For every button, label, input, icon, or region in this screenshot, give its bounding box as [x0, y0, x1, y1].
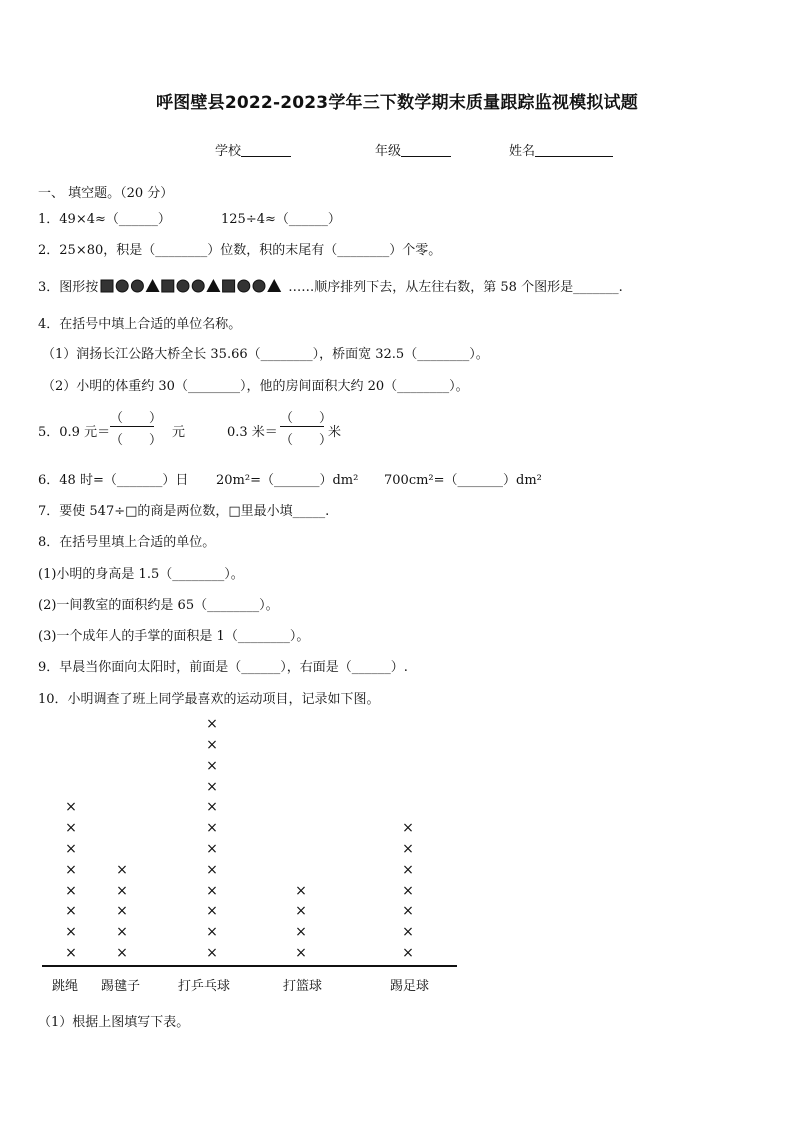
tally-mark: × — [116, 945, 128, 961]
tally-mark: × — [206, 882, 218, 899]
fraction-bar — [280, 426, 324, 427]
tally-mark: × — [116, 903, 128, 920]
q3-prefix: 3．图形按 — [38, 280, 99, 295]
category-label: 打乒乓球 — [178, 979, 231, 994]
section-heading: 一、 填空题。（20 分） — [38, 186, 174, 201]
triangle-shape — [146, 279, 160, 292]
q5-a-prefix: 5．0.9 元＝ — [38, 425, 111, 440]
tally-mark: × — [402, 882, 414, 899]
tally-mark: × — [295, 924, 307, 941]
question-8-part-3: (3)一个成年人的手掌的面积是 1（________）。 — [38, 629, 310, 644]
school-field — [215, 140, 291, 159]
tally-mark: × — [65, 841, 77, 857]
circle-shape — [177, 280, 189, 292]
tally-mark: × — [295, 903, 307, 920]
square-shape — [101, 280, 113, 292]
category-label: 踢足球 — [390, 979, 430, 994]
tally-mark: × — [206, 778, 218, 795]
tally-mark: × — [402, 841, 414, 857]
question-6 — [38, 469, 542, 488]
q5-b-numerator-blank[interactable]: （ ） — [280, 411, 333, 426]
tally-mark: × — [116, 882, 128, 899]
category-label: 踢毽子 — [101, 979, 141, 994]
q6-part-a: 6．48 时=（_______）日 — [38, 473, 189, 488]
tally-mark: × — [402, 945, 414, 961]
tally-mark: × — [295, 882, 307, 899]
question-5 — [38, 421, 342, 440]
circle-shape — [192, 280, 204, 292]
category-label: 跳绳 — [52, 979, 79, 994]
grade-field — [375, 140, 451, 159]
school-blank[interactable] — [241, 144, 291, 157]
page-title: 呼图壁县2022-2023学年三下数学期末质量跟踪监视模拟试题 — [156, 93, 638, 113]
q1-part-b: 125÷4≈（______） — [221, 212, 341, 227]
question-4-part-1: （1）润扬长江公路大桥全长 35.66（________），桥面宽 32.5（________）。 — [42, 347, 489, 362]
q5-b-denominator-blank[interactable]: （ ） — [280, 433, 333, 448]
fraction-bar — [110, 426, 154, 427]
tally-mark: × — [206, 716, 218, 733]
tally-mark: × — [65, 924, 77, 941]
name-field — [509, 140, 613, 159]
question-2: 2．25×80，积是（________）位数，积的末尾有（________）个零。 — [38, 243, 442, 258]
circle-shape — [132, 280, 144, 292]
square-shape — [223, 280, 235, 292]
square-shape — [162, 280, 174, 292]
question-4-part-2: （2）小明的体重约 30（________），他的房间面积大约 20（________）。 — [42, 379, 469, 394]
question-10-stem: 10．小明调查了班上同学最喜欢的运动项目，记录如下图。 — [38, 692, 380, 707]
tally-mark: × — [206, 799, 218, 816]
question-10-sub-1: （1）根据上图填写下表。 — [38, 1015, 190, 1030]
name-label: 姓名 — [509, 144, 536, 159]
q5-b-suffix: 米 — [328, 425, 342, 440]
tally-mark: × — [206, 757, 218, 774]
q5-a-numerator-blank[interactable]: （ ） — [110, 411, 163, 426]
tally-mark: × — [206, 924, 218, 941]
question-3 — [38, 276, 623, 295]
q1-part-a: 1．49×4≈（______） — [38, 212, 171, 227]
tally-mark: × — [402, 820, 414, 837]
tally-mark: × — [402, 903, 414, 920]
school-label: 学校 — [215, 144, 242, 159]
tally-mark: × — [206, 945, 218, 961]
triangle-shape — [267, 279, 281, 292]
tally-mark: × — [65, 820, 77, 837]
category-label: 打篮球 — [283, 979, 323, 994]
tally-mark: × — [206, 737, 218, 753]
q3-suffix: ……顺序排列下去，从左往右数，第 58 个图形是_______. — [288, 280, 623, 295]
tally-mark: × — [206, 861, 218, 878]
question-8-part-1: (1)小明的身高是 1.5（________）。 — [38, 567, 244, 582]
circle-shape — [238, 280, 250, 292]
q5-a-suffix: 元 — [172, 425, 186, 440]
question-4-stem: 4．在括号中填上合适的单位名称。 — [38, 317, 242, 332]
tally-mark: × — [206, 820, 218, 837]
tally-mark: × — [206, 903, 218, 920]
tally-mark: × — [402, 861, 414, 878]
q6-part-c: 700cm²=（_______）dm² — [384, 473, 542, 488]
triangle-shape — [207, 279, 221, 292]
question-7: 7．要使 547÷□的商是两位数，□里最小填_____. — [38, 504, 330, 519]
tally-mark: × — [65, 799, 77, 816]
tally-mark: × — [116, 924, 128, 941]
tally-mark: × — [116, 861, 128, 878]
tally-mark: × — [65, 882, 77, 899]
question-8-stem: 8．在括号里填上合适的单位。 — [38, 535, 216, 550]
name-blank[interactable] — [535, 144, 613, 157]
question-1 — [38, 208, 341, 227]
grade-label: 年级 — [375, 144, 402, 159]
grade-blank[interactable] — [401, 144, 451, 157]
question-9: 9．早晨当你面向太阳时，前面是（______），右面是（______）. — [38, 660, 408, 675]
q6-part-b: 20m²=（_______）dm² — [216, 473, 359, 488]
shape-pattern — [100, 278, 286, 294]
tally-mark: × — [65, 903, 77, 920]
circle-shape — [116, 280, 128, 292]
tally-mark: × — [65, 861, 77, 878]
tally-mark: × — [402, 924, 414, 941]
tally-mark: × — [206, 841, 218, 857]
circle-shape — [253, 280, 265, 292]
q5-b-prefix: 0.3 米＝ — [227, 425, 278, 440]
tally-mark: × — [65, 945, 77, 961]
chart-baseline — [42, 965, 457, 967]
question-8-part-2: (2)一间教室的面积约是 65（________）。 — [38, 598, 279, 613]
q5-a-denominator-blank[interactable]: （ ） — [110, 433, 163, 448]
tally-mark: × — [295, 945, 307, 961]
